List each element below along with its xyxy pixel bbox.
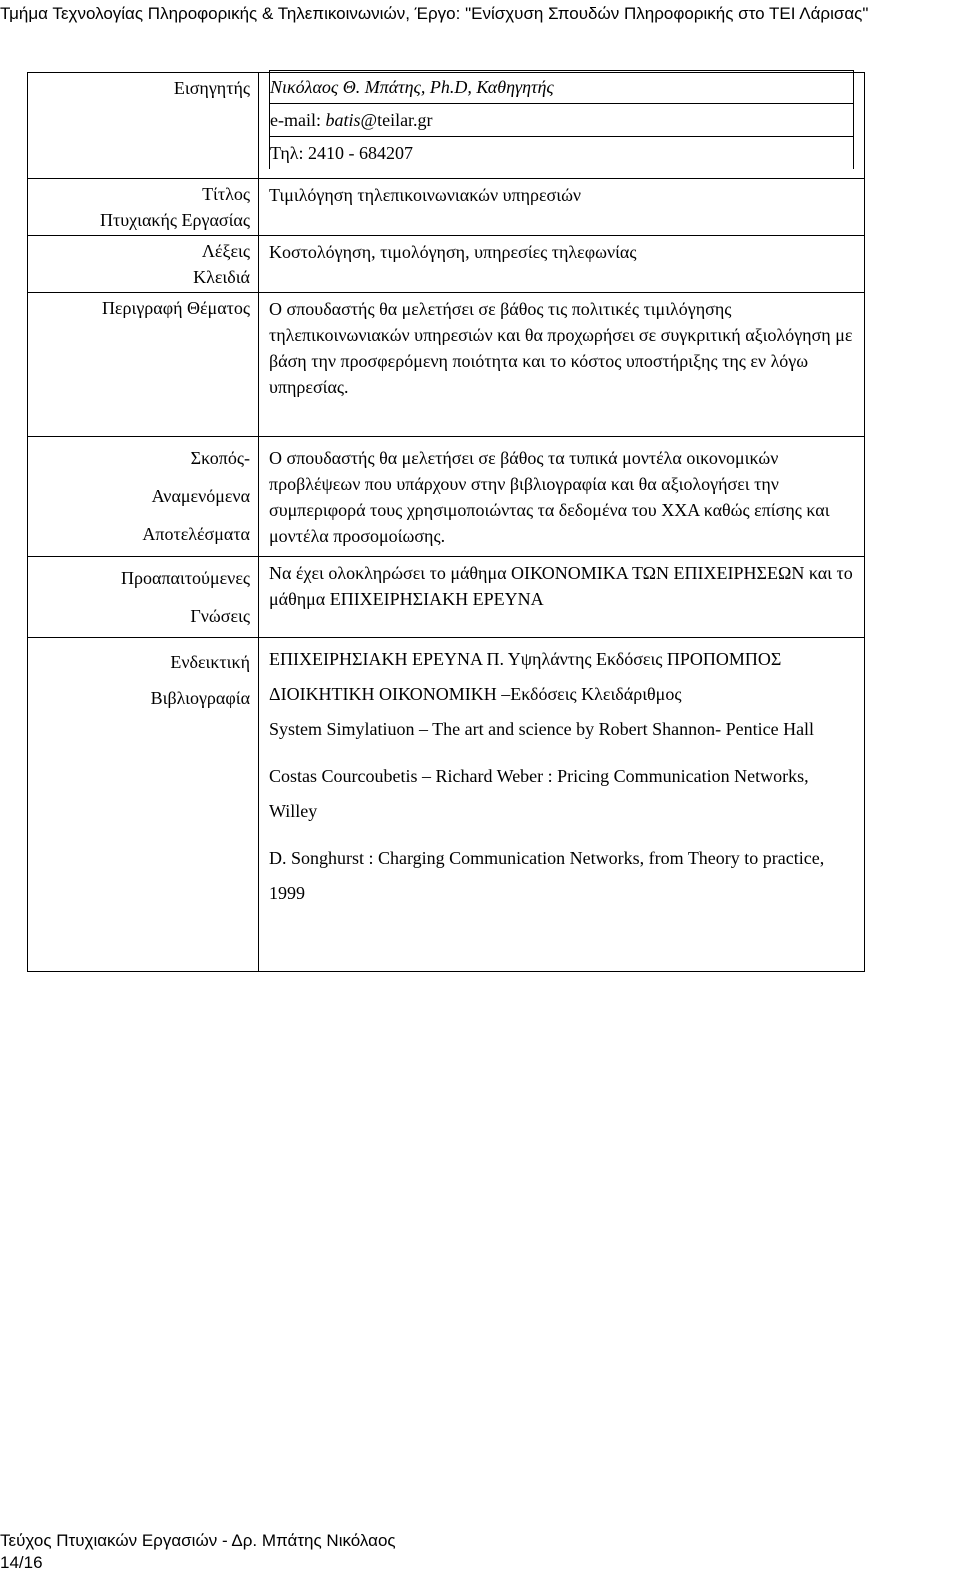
prerequisites-label: Προαπαιτούμενες Γνώσεις (28, 557, 259, 638)
footer-title: Τεύχος Πτυχιακών Εργασιών - Δρ. Μπάτης Νικόλαος (0, 1531, 396, 1550)
keywords-value: Κοστολόγηση, τιμολόγηση, υπηρεσίες τηλεφωνίας (259, 236, 865, 293)
instructor-label: Εισηγητής (28, 73, 259, 179)
keywords-label: Λέξεις Κλειδιά (28, 236, 259, 293)
bibliography-item: System Simylatiuon – The art and science by Robert Shannon- Pentice Hall (269, 719, 815, 739)
goals-value: Ο σπουδαστής θα μελετήσει σε βάθος τα τυπικά μοντέλα οικονομικών προβλέψεων που υπάρχουν στην βιβλιογραφία και θα αξιολογήσει την συμπεριφορά τους χρησιμοποιώντας τα δεδομένα του ΧΧΑ καθώς επίσης και μοντέλα προσομοίωσης. (259, 437, 865, 557)
bibliography-item: ΔΙΟΙΚΗΤΙΚΗ ΟΙΚΟΝΟΜΙΚΗ –Εκδόσεις Κλειδάριθμος (269, 684, 682, 704)
description-label: Περιγραφή Θέματος (28, 293, 259, 437)
goals-label: Σκοπός- Αναμενόμενα Αποτελέσματα (28, 437, 259, 557)
description-value: Ο σπουδαστής θα μελετήσει σε βάθος τις πολιτικές τιμιλόγησης τηλεπικοινωνιακών υπηρεσιών και θα προχωρήσει σε συγκριτική αξιολόγηση με βάση την προσφερόμενη ποιότητα και το κόστος υποστήριξης της εν λόγω υπηρεσίας. (259, 293, 865, 437)
bibliography-list (259, 638, 865, 972)
prerequisites-value: Να έχει ολοκληρώσει το μάθημα ΟΙΚΟΝΟΜΙΚΑ ΤΩΝ ΕΠΙΧΕΙΡΗΣΕΩΝ και το μάθημα ΕΠΙΧΕΙΡΗΣΙΑΚΗ ΕΡΕΥΝΑ (259, 557, 865, 638)
instructor-name: Νικόλαος Θ. Μπάτης, Ph.D, Καθηγητής (270, 71, 854, 104)
page-header: Τμήμα Τεχνολογίας Πληροφορικής & Τηλεπικοινωνιών, Έργο: "Ενίσχυση Σπουδών Πληροφορικής στο ΤΕΙ Λάρισας" (0, 4, 869, 23)
thesis-info-table (27, 72, 865, 972)
instructor-email: e-mail: batis@teilar.gr (270, 104, 854, 137)
bibliography-item: Costas Courcoubetis – Richard Weber : Pricing Communication Networks, Willey (269, 766, 809, 821)
page-number: 14/16 (0, 1553, 43, 1572)
bibliography-item: ΕΠΙΧΕΙΡΗΣΙΑΚΗ ΕΡΕΥΝΑ Π. Υψηλάντης Εκδόσεις ΠΡΟΠΟΜΠΟΣ (269, 649, 782, 669)
title-label: Τίτλος Πτυχιακής Εργασίας (28, 179, 259, 236)
bibliography-label: Ενδεικτική Βιβλιογραφία (28, 638, 259, 972)
bibliography-item: D. Songhurst : Charging Communication Networks, from Theory to practice, 1999 (269, 848, 825, 903)
instructor-details (269, 70, 854, 169)
instructor-phone: Τηλ: 2410 - 684207 (270, 137, 854, 170)
title-value: Τιμιλόγηση τηλεπικοινωνιακών υπηρεσιών (259, 179, 865, 236)
page-footer (0, 1530, 396, 1574)
